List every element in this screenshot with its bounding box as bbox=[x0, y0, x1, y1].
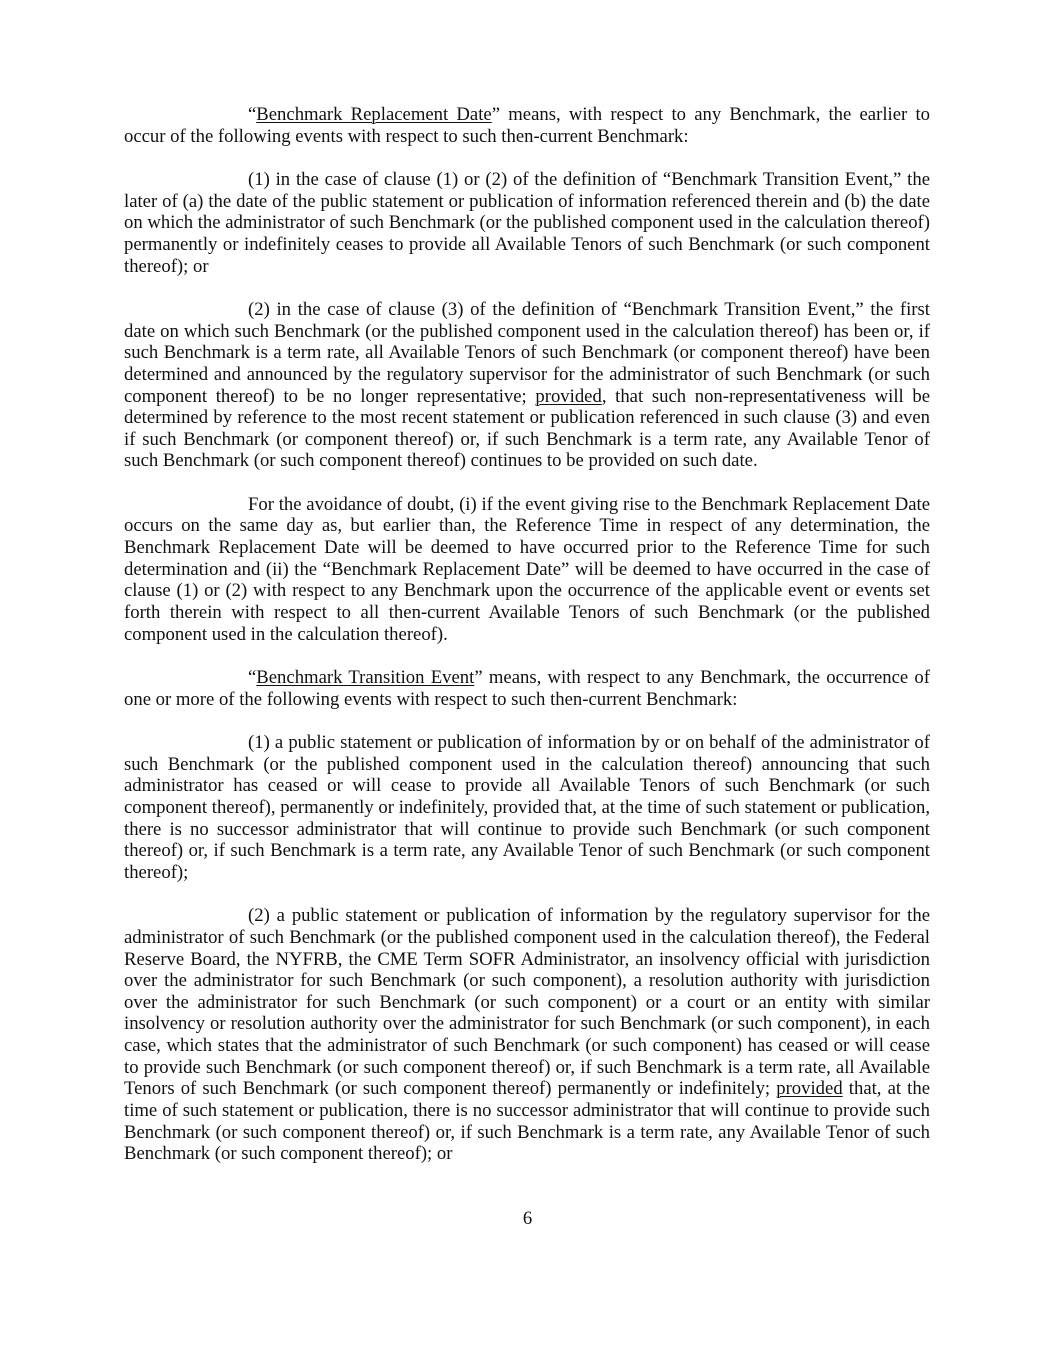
line-text: Tenors of such Benchmark (or such component thereof) permanently or indefinitely; bbox=[124, 1078, 777, 1100]
text-line: such Benchmark is a term rate, all Available Tenors of such Benchmark (or component thereof) have been bbox=[124, 342, 930, 364]
line-text: ” means, with respect to any Benchmark, the earlier to bbox=[491, 104, 930, 125]
text-line: administrator of such Benchmark (or the published component used in the calculation thereof), the Federal bbox=[124, 926, 930, 948]
definition-benchmark-replacement-date bbox=[124, 104, 930, 147]
transition-event-clause-1 bbox=[124, 732, 930, 884]
text-line: later of (a) the date of the public statement or publication of information referenced therein and (b) the date bbox=[124, 190, 930, 212]
definition-benchmark-transition-event bbox=[124, 667, 930, 710]
text-line: such Benchmark (or such component thereof) continues to be provided on such date. bbox=[124, 450, 758, 472]
text-line: occurs on the same day as, but earlier than, the Reference Time in respect of any determination, the bbox=[124, 515, 930, 537]
line-text: ” means, with respect to any Benchmark, the occurrence of bbox=[474, 667, 930, 688]
text-line bbox=[124, 667, 930, 689]
text-line: thereof); bbox=[124, 861, 189, 883]
text-line: (1) in the case of clause (1) or (2) of the definition of “Benchmark Transition Event,” the bbox=[248, 168, 930, 190]
text-line: Benchmark Replacement Date will be deemed to have occurred prior to the Reference Time for such bbox=[124, 537, 930, 559]
text-line: component thereof), permanently or indefinitely, provided that, at the time of such statement or publication, bbox=[124, 796, 930, 818]
text-line: if such Benchmark (or component thereof) or, if such Benchmark is a term rate, any Available Tenor of bbox=[124, 428, 930, 450]
text-line: (2) a public statement or publication of information by the regulatory supervisor for the bbox=[248, 905, 930, 927]
text-line bbox=[124, 104, 930, 126]
text-line: administrator has ceased or will cease to provide all Available Tenors of such Benchmark (or such bbox=[124, 775, 930, 797]
text-line: insolvency or resolution authority over the administrator for such Benchmark (or such component), in each bbox=[124, 1013, 930, 1035]
text-line: For the avoidance of doubt, (i) if the event giving rise to the Benchmark Replacement Date bbox=[248, 493, 930, 515]
text-line: forth therein with respect to all then-current Available Tenors of such Benchmark (or the published bbox=[124, 602, 930, 624]
text-line: there is no successor administrator that will continue to provide such Benchmark (or such component bbox=[124, 818, 930, 840]
text-line: Benchmark (or such component thereof); or bbox=[124, 1143, 453, 1165]
underlined-provided: provided bbox=[535, 385, 602, 407]
page-number: 6 bbox=[522, 1208, 533, 1229]
text-line: clause (1) or (2) with respect to any Benchmark upon the occurrence of the applicable event or events set bbox=[124, 580, 930, 602]
replacement-date-clause-2 bbox=[124, 299, 930, 472]
replacement-date-clause-1 bbox=[124, 169, 930, 277]
underlined-defined-term: Benchmark Replacement Date bbox=[256, 104, 492, 125]
text-line bbox=[124, 1078, 930, 1100]
text-line: determined and announced by the regulatory supervisor for the administrator of such Benchmark (or such bbox=[124, 363, 930, 385]
text-line: occur of the following events with respect to such then-current Benchmark: bbox=[124, 125, 689, 147]
line-text: “ bbox=[248, 667, 257, 688]
text-line: component used in the calculation thereof). bbox=[124, 623, 448, 645]
text-line: on which the administrator of such Benchmark (or the published component used in the calculation thereof) bbox=[124, 212, 930, 234]
text-line: determined by reference to the most recent statement or publication referenced in such clause (3) and even bbox=[124, 407, 930, 429]
text-line: thereof); or bbox=[124, 255, 209, 277]
transition-event-clause-2 bbox=[124, 905, 930, 1165]
underlined-provided: provided bbox=[776, 1078, 843, 1100]
text-line: such Benchmark (or the published component used in the calculation thereof) announcing that such bbox=[124, 753, 930, 775]
text-line: over the administrator for such Benchmark (or such component), a resolution authority with jurisdiction bbox=[124, 970, 930, 992]
text-line bbox=[124, 386, 930, 408]
line-text: “ bbox=[248, 104, 257, 125]
text-line: date on which such Benchmark (or the published component used in the calculation thereof) has been or, if bbox=[124, 320, 930, 342]
text-line: thereof) or, if such Benchmark is a term rate, any Available Tenor of such Benchmark (or such component bbox=[124, 840, 930, 862]
line-text: , that such non-representativeness will be bbox=[601, 385, 930, 407]
text-line: permanently or indefinitely ceases to provide all Available Tenors of such Benchmark (or such component bbox=[124, 233, 930, 255]
avoidance-of-doubt-paragraph bbox=[124, 494, 930, 646]
text-line: over the administrator for such Benchmark (or such component) or a court or an entity with similar bbox=[124, 991, 930, 1013]
line-text: component thereof) to be no longer representative; bbox=[124, 385, 536, 407]
underlined-defined-term: Benchmark Transition Event bbox=[256, 667, 475, 688]
text-line: one or more of the following events with respect to such then-current Benchmark: bbox=[124, 688, 738, 710]
text-line: time of such statement or publication, there is no successor administrator that will continue to provide such bbox=[124, 1100, 930, 1122]
text-line: Reserve Board, the NYFRB, the CME Term SOFR Administrator, an insolvency official with jurisdiction bbox=[124, 948, 930, 970]
text-line: (2) in the case of clause (3) of the definition of “Benchmark Transition Event,” the first bbox=[248, 298, 930, 320]
text-line: Benchmark (or such component thereof) or, if such Benchmark is a term rate, any Available Tenor of such bbox=[124, 1121, 930, 1143]
text-line: case, which states that the administrator of such Benchmark (or such component) has ceased or will cease bbox=[124, 1035, 930, 1057]
line-text: that, at the bbox=[842, 1078, 930, 1100]
text-line: (1) a public statement or publication of information by or on behalf of the administrator of bbox=[248, 731, 930, 753]
document-body bbox=[124, 104, 930, 1187]
text-line: determination and (ii) the “Benchmark Replacement Date” will be deemed to have occurred in the case of bbox=[124, 558, 930, 580]
text-line: to provide such Benchmark (or such component thereof) or, if such Benchmark is a term rate, all Available bbox=[124, 1056, 930, 1078]
